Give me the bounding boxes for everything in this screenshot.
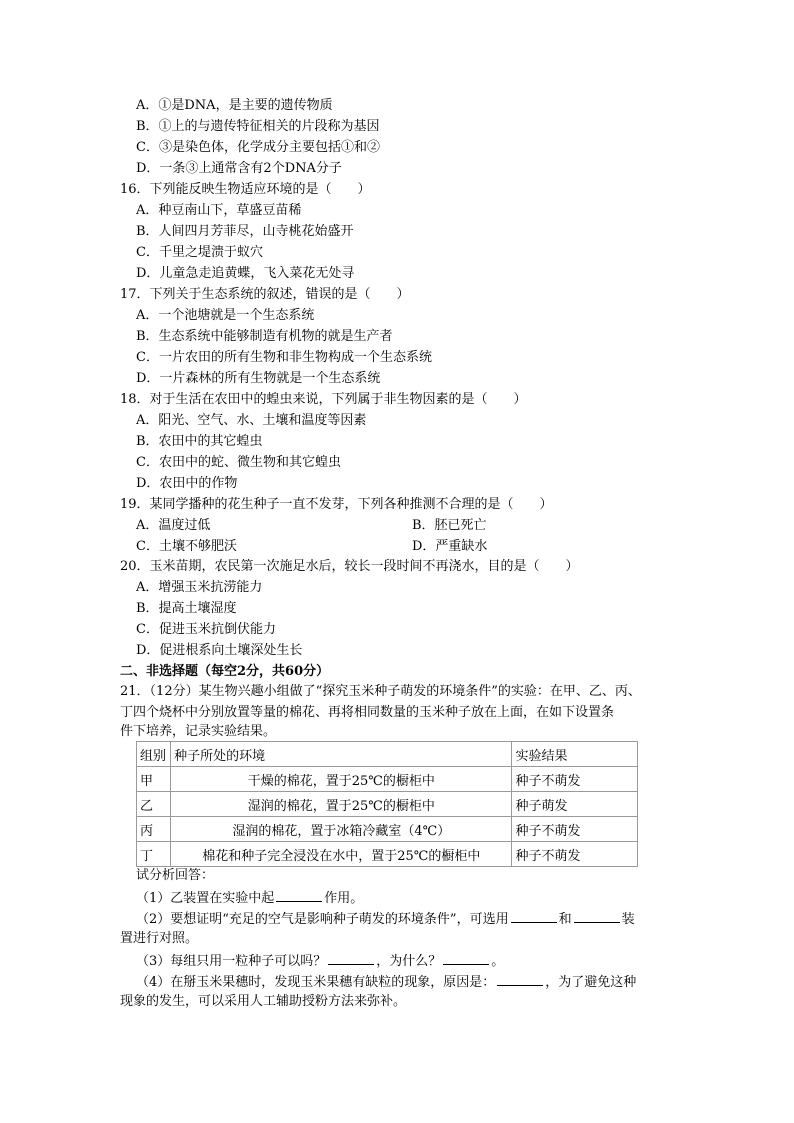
result-cell: 种子不萌发 (512, 817, 638, 842)
environment-cell: 湿润的棉花，置于25℃的橱柜中 (171, 792, 512, 817)
table-row (137, 767, 638, 792)
sub-question-2-tail: 装 (621, 912, 635, 927)
header-result: 实验结果 (512, 742, 638, 767)
answer-blank[interactable] (497, 971, 543, 986)
result-cell: 种子不萌发 (512, 767, 638, 792)
q19-option-d: D．严重缺水 (412, 539, 488, 554)
q15-option-b: B．①上的与遗传特征相关的片段称为基因 (136, 119, 380, 134)
sub-question-1-tail: 作用。 (324, 891, 364, 906)
q15-option-c: C．③是染色体，化学成分主要包括①和② (136, 140, 380, 155)
q16-option-d: D．儿童急走追黄蝶，飞入菜花无处寻 (136, 266, 355, 281)
result-cell: 种子不萌发 (512, 842, 638, 867)
question-21-line-3: 件下培养，记录实验结果。 (120, 724, 277, 739)
q20-option-b: B．提高土壤湿度 (136, 601, 237, 616)
sub-question-3-end: 。 (491, 954, 505, 969)
q15-option-a: A．①是DNA，是主要的遗传物质 (136, 98, 333, 113)
q17-option-d: D．一片森林的所有生物就是一个生态系统 (136, 371, 381, 386)
header-group: 组别 (137, 742, 171, 767)
group-cell: 丁 (137, 842, 171, 867)
sub-question-4-cont: 现象的发生，可以采用人工辅助授粉方法来弥补。 (120, 994, 407, 1009)
group-cell: 丙 (137, 817, 171, 842)
q18-option-b: B．农田中的其它蝗虫 (136, 434, 263, 449)
q20-option-a: A．增强玉米抗涝能力 (136, 580, 263, 595)
result-cell: 种子萌发 (512, 792, 638, 817)
question-17: 17．下列关于生态系统的叙述，错误的是（ ） (120, 287, 410, 302)
experiment-table (136, 741, 638, 867)
question-21-line-1: 21．（12分）某生物兴趣小组做了“探究玉米种子萌发的环境条件”的实验：在甲、乙、丙、 (120, 684, 641, 699)
sub-question-2-text: （2）要想证明“充足的空气是影响种子萌发的环境条件”，可选用 (136, 912, 509, 927)
q18-option-c: C．农田中的蛇、微生物和其它蝗虫 (136, 455, 341, 470)
table-header-row (137, 742, 638, 767)
question-20: 20．玉米苗期，农民第一次施足水后，较长一段时间不再浇水，目的是（ ） (120, 559, 579, 574)
table-row (137, 817, 638, 842)
question-19: 19．某同学播种的花生种子一直不发芽，下列各种推测不合理的是（ ） (120, 497, 553, 512)
q19-option-c: C．土壤不够肥沃 (136, 539, 237, 554)
environment-cell: 湿润的棉花，置于冰箱冷藏室（4℃） (171, 817, 512, 842)
sub-question-2 (136, 908, 635, 928)
q20-option-d: D．促进根系向土壤深处生长 (136, 643, 303, 658)
answer-blank[interactable] (328, 950, 374, 965)
q17-option-a: A．一个池塘就是一个生态系统 (136, 308, 315, 323)
sub-question-3 (136, 950, 504, 970)
sub-question-1-text: （1）乙装置在实验中起 (136, 891, 275, 906)
sub-question-3-why: ，为什么？ (376, 954, 442, 969)
q19-option-a: A．温度过低 (136, 518, 211, 533)
environment-cell: 棉花和种子完全浸没在水中，置于25℃的橱柜中 (171, 842, 512, 867)
q19-option-b: B．胚已死亡 (412, 518, 487, 533)
question-18: 18．对于生活在农田中的蝗虫来说，下列属于非生物因素的是（ ） (120, 392, 527, 407)
header-environment: 种子所处的环境 (171, 742, 512, 767)
section-2-heading: 二、非选择题（每空2分，共60分） (120, 664, 330, 679)
group-cell: 甲 (137, 767, 171, 792)
q20-option-c: C．促进玉米抗倒伏能力 (136, 622, 276, 637)
group-cell: 乙 (137, 792, 171, 817)
q15-option-d: D．一条③上通常含有2个DNA分子 (136, 161, 342, 176)
analysis-prompt: 试分析回答： (136, 868, 215, 883)
q18-option-a: A．阳光、空气、水、土壤和温度等因素 (136, 413, 367, 428)
question-21-line-2: 丁四个烧杯中分别放置等量的棉花、再将相同数量的玉米种子放在上面，在如下设置条 (120, 705, 615, 720)
answer-blank[interactable] (574, 908, 620, 923)
answer-blank[interactable] (511, 908, 557, 923)
table-row (137, 792, 638, 817)
q18-option-d: D．农田中的作物 (136, 476, 238, 491)
sub-question-4-tail: ，为了避免这种 (545, 975, 637, 990)
sub-question-4 (136, 971, 636, 991)
sub-question-2-and: 和 (558, 912, 572, 927)
sub-question-3-text: （3）每组只用一粒种子可以吗？ (136, 954, 327, 969)
q17-option-c: C．一片农田的所有生物和非生物构成一个生态系统 (136, 350, 432, 365)
sub-question-1 (136, 887, 363, 907)
answer-blank[interactable] (443, 950, 489, 965)
question-16: 16．下列能反映生物适应环境的是（ ） (120, 182, 371, 197)
answer-blank[interactable] (276, 887, 322, 902)
environment-cell: 干燥的棉花，置于25℃的橱柜中 (171, 767, 512, 792)
table-row (137, 842, 638, 867)
q16-option-a: A．种豆南山下，草盛豆苗稀 (136, 203, 302, 218)
sub-question-2-cont: 置进行对照。 (120, 931, 199, 946)
q16-option-b: B．人间四月芳菲尽，山寺桃花始盛开 (136, 224, 354, 239)
sub-question-4-text: （4）在掰玉米果穗时，发现玉米果穗有缺粒的现象，原因是： (136, 975, 496, 990)
q16-option-c: C．千里之堤溃于蚁穴 (136, 245, 263, 260)
q17-option-b: B．生态系统中能够制造有机物的就是生产者 (136, 329, 393, 344)
